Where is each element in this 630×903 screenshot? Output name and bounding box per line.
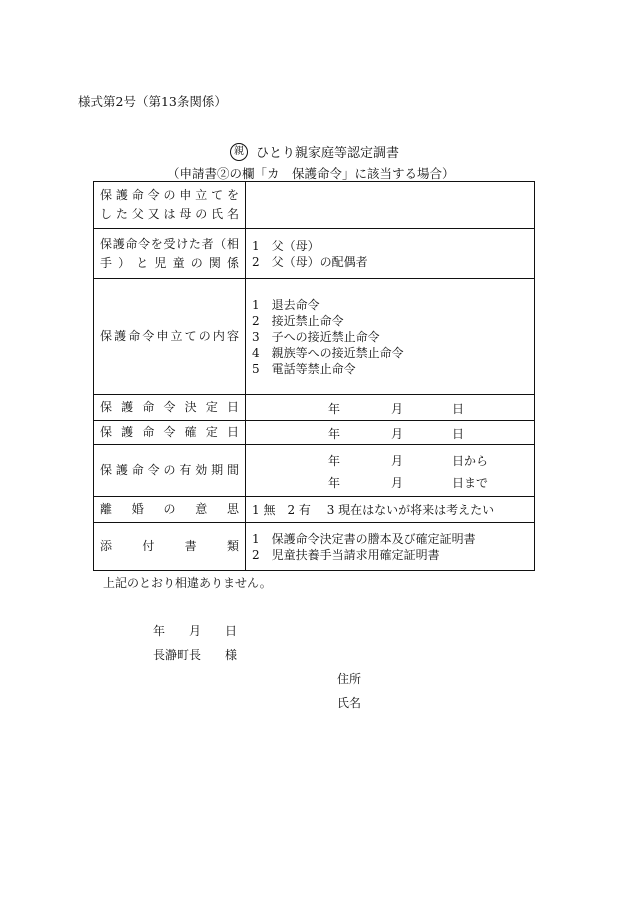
relation-option: 2 父（母）の配偶者 <box>252 254 368 269</box>
day-unit: 日 <box>452 401 465 416</box>
row-applicant-name <box>94 182 535 229</box>
label-line: 保護命令の申立てを <box>100 188 239 202</box>
field-relation[interactable] <box>246 229 535 279</box>
field-decision-date[interactable] <box>246 395 535 421</box>
label-validity <box>94 445 246 497</box>
field-applicant-name[interactable] <box>246 182 535 229</box>
month-unit: 月 <box>391 426 404 441</box>
label-line: 離婚の意思 <box>100 502 239 516</box>
label-decision-date <box>94 395 246 421</box>
label-line: 保護命令確定日 <box>100 425 239 439</box>
document-subtitle: （申請書②の欄「カ 保護命令」に該当する場合） <box>167 166 455 181</box>
order-option: 2 接近禁止命令 <box>252 313 344 328</box>
relation-option: 1 父（母） <box>252 238 320 253</box>
year-unit: 年 <box>328 453 341 468</box>
label-line: 保護命令決定日 <box>100 400 239 414</box>
document-title <box>230 142 399 161</box>
field-divorce-intent[interactable]: 1 無 2 有 3 現在はないが将来は考えたい <box>246 497 535 523</box>
label-finalized-date <box>94 421 246 445</box>
label-order-content <box>94 279 246 395</box>
month-unit: 月 <box>391 401 404 416</box>
field-validity[interactable] <box>246 445 535 497</box>
day-unit: 日 <box>452 426 465 441</box>
name-label[interactable]: 氏名 <box>337 696 362 710</box>
attachment-option: 2 児童扶養手当請求用確定証明書 <box>252 547 440 562</box>
circled-character: 親 <box>230 143 248 161</box>
addressee: 長瀞町長 様 <box>153 648 238 662</box>
label-line: 添付書類 <box>100 539 239 553</box>
order-option: 4 親族等への接近禁止命令 <box>252 345 404 360</box>
row-validity <box>94 445 535 497</box>
label-attachments <box>94 523 246 571</box>
certification-form-table <box>93 181 535 571</box>
field-finalized-date[interactable] <box>246 421 535 445</box>
attachment-option: 1 保護命令決定書の謄本及び確定証明書 <box>252 531 476 546</box>
title-text: ひとり親家庭等認定調書 <box>256 146 400 161</box>
row-attachments <box>94 523 535 571</box>
row-divorce-intent <box>94 497 535 523</box>
field-attachments[interactable] <box>246 523 535 571</box>
label-line: 保護命令申立ての内容 <box>100 329 239 343</box>
address-label[interactable]: 住所 <box>337 672 362 686</box>
field-order-content[interactable] <box>246 279 535 395</box>
order-option: 1 退去命令 <box>252 297 320 312</box>
confirmation-statement: 上記のとおり相違ありません。 <box>103 576 272 590</box>
signature-date[interactable]: 年 月 日 <box>153 624 238 638</box>
label-line: 手）と児童の関係 <box>100 255 239 270</box>
year-unit: 年 <box>328 475 341 490</box>
label-relation <box>94 229 246 279</box>
label-line: 保護命令を受けた者（相 <box>100 236 239 251</box>
label-divorce-intent <box>94 497 246 523</box>
order-option: 3 子への接近禁止命令 <box>252 329 380 344</box>
month-unit: 月 <box>391 475 404 490</box>
row-order-content <box>94 279 535 395</box>
day-from-unit: 日から <box>452 453 489 468</box>
year-unit: 年 <box>328 426 341 441</box>
month-unit: 月 <box>391 453 404 468</box>
year-unit: 年 <box>328 401 341 416</box>
order-option: 5 電話等禁止命令 <box>252 361 356 376</box>
row-finalized-date <box>94 421 535 445</box>
label-line: した父又は母の氏名 <box>100 207 239 221</box>
day-to-unit: 日まで <box>452 475 489 490</box>
row-decision-date <box>94 395 535 421</box>
form-number: 様式第2号（第13条関係） <box>78 94 227 109</box>
label-line: 保護命令の有効期間 <box>100 463 239 477</box>
row-relation <box>94 229 535 279</box>
label-applicant-name <box>94 182 246 229</box>
